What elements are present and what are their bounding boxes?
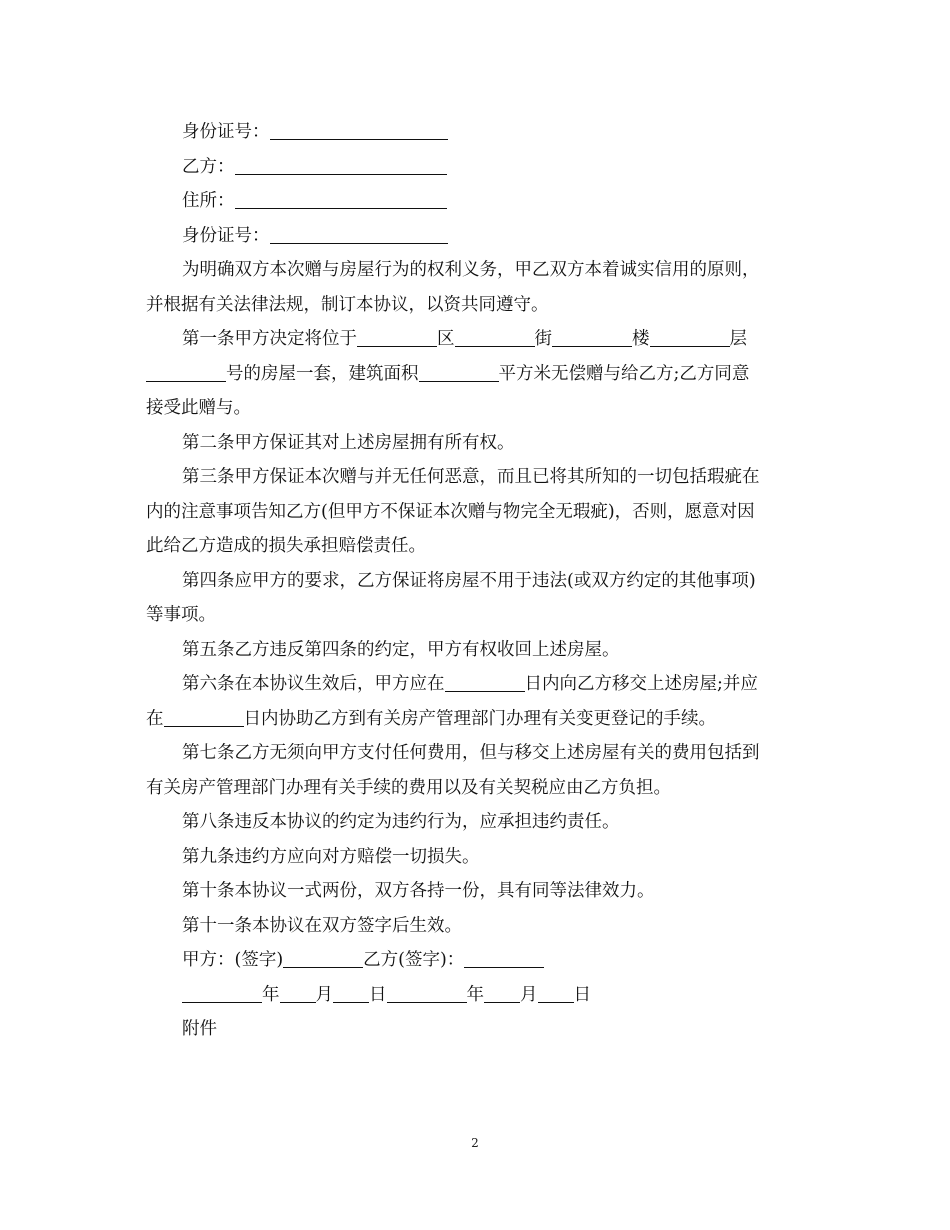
party-a-signature-label: 甲方：(签字) [182,950,284,970]
party-b-day-blank [538,984,574,1003]
party-b-year-blank [387,984,467,1003]
registration-days-blank [164,708,244,727]
building-label: 楼 [632,329,650,349]
party-b-month-blank [484,984,520,1003]
party-a-id-label: 身份证号： [182,122,270,142]
party-a-id-blank [270,121,448,140]
party-b-address-blank [235,190,447,209]
party-a-day-blank [333,984,369,1003]
party-b-name-blank [235,156,447,175]
party-b-id-label: 身份证号： [182,225,270,246]
article-3-line-2: 内的注意事项告知乙方(但甲方不保证本次赠与物完全无瑕疵)，否则，愿意对因 [146,501,755,522]
article-1-line-3: 接受此赠与。 [146,398,251,418]
district-blank [357,328,437,347]
party-b-day-label: 日 [573,984,591,1005]
party-a-month-label: 月 [315,984,333,1005]
party-b-signature-label: 乙方(签字)： [363,950,465,970]
article-6-line-2-prefix: 在 [146,708,164,729]
party-b-year-label: 年 [466,984,484,1005]
party-a-id-line [146,115,810,150]
article-6-rest: 日内向乙方移交上述房屋;并应 [524,674,758,694]
article-3-line-3: 此给乙方造成的损失承担赔偿责任。 [146,536,426,556]
district-label: 区 [437,329,455,349]
handover-days-blank [445,673,525,692]
party-a-month-blank [280,984,316,1003]
area-blank [419,363,499,382]
preamble-line-2: 并根据有关法律法规，制订本协议，以资共同遵守。 [146,294,549,315]
street-label: 街 [534,329,552,349]
article-4-line-1: 第四条应甲方的要求，乙方保证将房屋不用于违法(或双方约定的其他事项) [182,570,756,591]
article-2: 第二条甲方保证其对上述房屋拥有所有权。 [182,432,515,453]
floor-label: 层 [729,329,747,349]
party-a-year-blank [182,984,262,1003]
preamble-line-1: 为明确双方本次赠与房屋行为的权利义务，甲乙双方本着诚实信用的原则， [182,260,760,280]
article-7-line-2: 有关房产管理部门办理有关手续的费用以及有关契税应由乙方负担。 [146,777,671,798]
floor-blank [650,328,730,347]
article-6-line-2 [146,702,810,737]
house-number-blank [146,363,226,382]
article-1-line-1 [146,322,810,357]
party-b-address-label: 住所： [182,191,235,211]
signature-line [146,943,810,978]
article-6-line-2-rest: 日内协助乙方到有关房产管理部门办理有关变更登记的手续。 [243,708,716,729]
article-9: 第九条违约方应向对方赔偿一切损失。 [182,846,480,867]
party-b-label: 乙方： [182,156,235,177]
party-b-line [146,150,810,185]
article-10: 第十条本协议一式两份，双方各持一份，具有同等法律效力。 [182,881,655,901]
article-3-line-1: 第三条甲方保证本次赠与并无任何恶意，而且已将其所知的一切包括瑕疵在 [182,467,760,487]
article-4-line-2: 等事项。 [146,605,216,625]
article-11: 第十一条本协议在双方签字后生效。 [182,915,462,936]
article-7-line-1: 第七条乙方无须向甲方支付任何费用，但与移交上述房屋有关的费用包括到 [182,743,760,763]
party-b-id-line [146,219,810,254]
party-b-id-blank [270,225,448,244]
article-5: 第五条乙方违反第四条的约定，甲方有权收回上述房屋。 [182,639,620,660]
article-1-line-2 [146,357,810,392]
party-a-signature-blank [283,949,363,968]
party-b-signature-blank [464,949,544,968]
party-a-day-label: 日 [369,984,387,1005]
contract-body [146,115,810,1047]
attachment-label: 附件 [182,1019,217,1039]
party-b-month-label: 月 [520,984,538,1005]
page-number: 2 [471,1136,479,1150]
article-8: 第八条违反本协议的约定为违约行为，应承担违约责任。 [182,812,620,832]
article-6-line-1 [146,667,810,702]
building-blank [552,328,632,347]
article-6-prefix: 第六条在本协议生效后，甲方应在 [182,674,445,694]
house-number-text: 号的房屋一套，建筑面积 [226,363,419,384]
date-line [146,978,810,1013]
article-1-prefix: 第一条甲方决定将位于 [182,329,357,349]
party-a-year-label: 年 [262,984,280,1005]
party-b-address-line [146,184,810,219]
area-text: 平方米无偿赠与给乙方;乙方同意 [498,363,750,384]
street-blank [455,328,535,347]
